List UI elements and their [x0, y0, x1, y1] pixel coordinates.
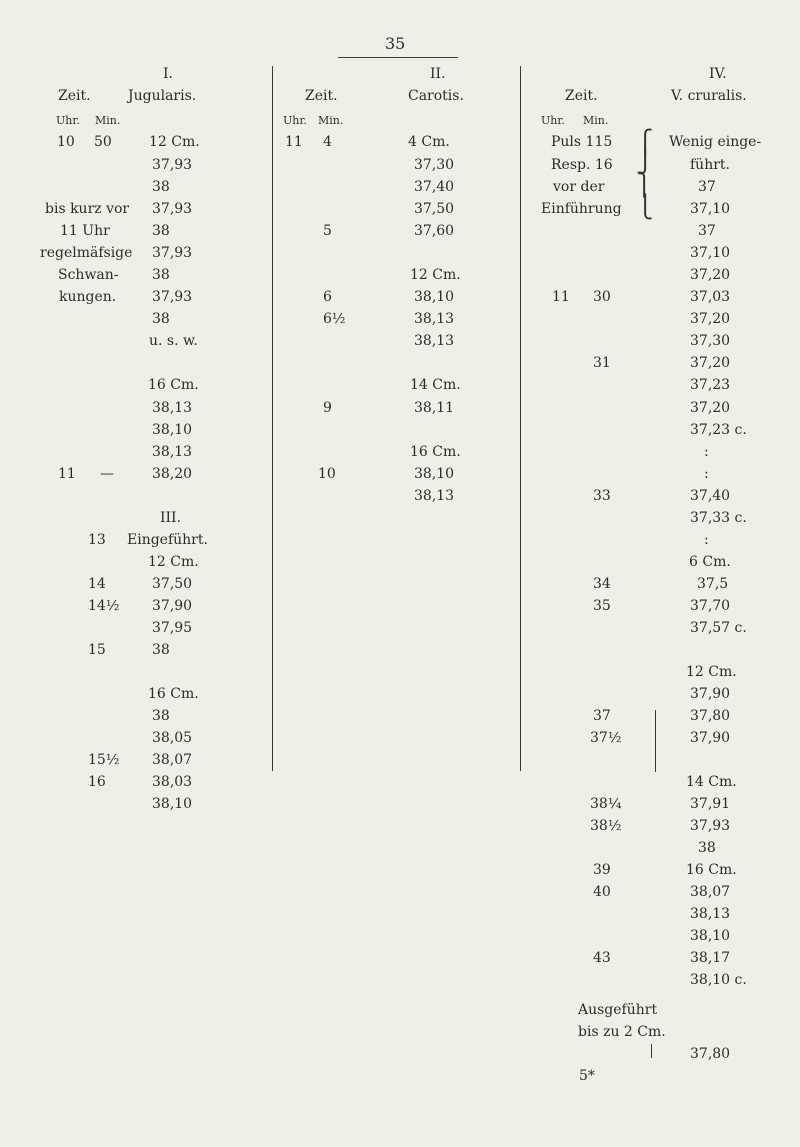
- c2-value: 37,40: [414, 179, 455, 195]
- c1-time-min: —: [100, 466, 114, 482]
- c2-value: 37,50: [414, 201, 455, 217]
- c3-final-note: bis zu 2 Cm.: [578, 1024, 666, 1040]
- c3-time-min: 30: [593, 289, 611, 305]
- c1-value: 38,10: [152, 422, 193, 438]
- c3-time: 39: [593, 862, 611, 878]
- c1-time: 15½: [88, 752, 120, 768]
- c3-note: Puls 115: [551, 134, 613, 150]
- c1-time: 15: [88, 642, 106, 658]
- c2-value: 12 Cm.: [410, 267, 461, 283]
- c3-time: 38¼: [590, 796, 622, 812]
- c3-value: 37: [698, 223, 716, 239]
- c3-value: 37,90: [690, 686, 731, 702]
- c3-value: 37,20: [690, 400, 731, 416]
- c1-value: 16 Cm.: [148, 686, 199, 702]
- c1-value: 38,13: [152, 400, 193, 416]
- c3-time: 37: [593, 708, 611, 724]
- col1-time-header: Zeit.: [58, 88, 91, 104]
- c3-value: 37,91: [690, 796, 731, 812]
- c2-value: 38,13: [414, 333, 455, 349]
- c3-value: 37,33 c.: [690, 510, 747, 526]
- c1-time-note: kungen.: [59, 289, 117, 305]
- c1-time-hour: 11: [58, 466, 76, 482]
- c2-value: 16 Cm.: [410, 444, 461, 460]
- c1-value: 37,93: [152, 289, 193, 305]
- c3-value: 37,20: [690, 267, 731, 283]
- c3-value: 38,10 c.: [690, 972, 747, 988]
- c1-value: 38,07: [152, 752, 193, 768]
- c2-value: 38,11: [414, 400, 455, 416]
- c2-time: 6½: [323, 311, 346, 327]
- col3-title: V. cruralis.: [671, 88, 747, 104]
- col3-uhr: Uhr.: [541, 114, 565, 127]
- footer-mark: 5*: [579, 1068, 595, 1084]
- c3-value: 37,23 c.: [690, 422, 747, 438]
- c3-time: 40: [593, 884, 611, 900]
- c3-time: 38½: [590, 818, 622, 834]
- c3-value: 37,93: [690, 818, 731, 834]
- brace-bottom: ⎩: [637, 195, 654, 220]
- c3-value: 37,20: [690, 311, 731, 327]
- c3-value: 38,17: [690, 950, 731, 966]
- c3-value: 37,03: [690, 289, 731, 305]
- c3-value: 37,70: [690, 598, 731, 614]
- c2-time: 10: [318, 466, 336, 482]
- c3-value: 38: [698, 840, 716, 856]
- c1-time-hour: 10: [57, 134, 75, 150]
- c1-time: 13: [88, 532, 106, 548]
- c3-value: :: [704, 444, 709, 460]
- c3-value: 14 Cm.: [686, 774, 737, 790]
- c2-value: 14 Cm.: [410, 377, 461, 393]
- c2-time-hour: 11: [285, 134, 303, 150]
- c1-value: 38: [152, 267, 170, 283]
- c3-value: 37,80: [690, 708, 731, 724]
- c1-value: III.: [160, 510, 182, 526]
- c3-value: 37,10: [690, 201, 731, 217]
- c3-value: 37,30: [690, 333, 731, 349]
- c1-time-note: Schwan-: [58, 267, 119, 283]
- c1-value: 38,05: [152, 730, 193, 746]
- c3-value: 16 Cm.: [686, 862, 737, 878]
- c3-time: 37½: [590, 730, 622, 746]
- c3-time: 31: [593, 355, 611, 371]
- c3-note: Einführung: [541, 201, 622, 217]
- c2-value: 38,10: [414, 466, 455, 482]
- c3-note: vor der: [553, 179, 605, 195]
- column-rule-3: [655, 710, 656, 772]
- col2-title: Carotis.: [408, 88, 464, 104]
- c1-value: 12 Cm.: [148, 554, 199, 570]
- c1-value: 38: [152, 708, 170, 724]
- c1-value: 37,50: [152, 576, 193, 592]
- c3-time: 35: [593, 598, 611, 614]
- c1-value: 12 Cm.: [149, 134, 200, 150]
- final-rule: [651, 1044, 652, 1058]
- c3-value: 37,20: [690, 355, 731, 371]
- c3-time: 43: [593, 950, 611, 966]
- c3-value: 38,10: [690, 928, 731, 944]
- c3-value: 12 Cm.: [686, 664, 737, 680]
- col3-min: Min.: [583, 114, 609, 127]
- c3-time: 34: [593, 576, 611, 592]
- col2-uhr: Uhr.: [283, 114, 307, 127]
- c3-time-hour: 11: [552, 289, 570, 305]
- c1-value: Eingeführt.: [127, 532, 208, 548]
- c2-time: 9: [323, 400, 332, 416]
- c3-value: 37,57 c.: [690, 620, 747, 636]
- c3-value: 37,90: [690, 730, 731, 746]
- c2-value: 4 Cm.: [408, 134, 450, 150]
- col1-title: Jugularis.: [128, 88, 197, 104]
- c3-final-note: Ausgeführt: [578, 1002, 658, 1018]
- c3-value: führt.: [690, 157, 730, 173]
- col2-label: II.: [430, 66, 446, 82]
- column-rule-1: [272, 66, 273, 771]
- page-number: 35: [385, 34, 406, 53]
- c3-value: 6 Cm.: [689, 554, 731, 570]
- c3-value: 38,13: [690, 906, 731, 922]
- c1-value: 38: [152, 311, 170, 327]
- c1-value: 38: [152, 642, 170, 658]
- c1-time-note: 11 Uhr: [60, 223, 110, 239]
- c1-time: 16: [88, 774, 106, 790]
- c1-time: 14: [88, 576, 106, 592]
- c3-value: 37: [698, 179, 716, 195]
- c2-value: 37,30: [414, 157, 455, 173]
- brace-top: ⎧: [637, 130, 654, 155]
- c2-value: 38,10: [414, 289, 455, 305]
- c1-value: 38,03: [152, 774, 193, 790]
- col3-label: IV.: [709, 66, 727, 82]
- c3-value: Wenig einge-: [669, 134, 762, 150]
- c1-value: 38,10: [152, 796, 193, 812]
- c3-value: 37,10: [690, 245, 731, 261]
- c2-time-min: 4: [323, 134, 332, 150]
- c3-value: :: [704, 466, 709, 482]
- page-number-rule: [338, 57, 458, 58]
- col3-time-header: Zeit.: [565, 88, 598, 104]
- c2-value: 38,13: [414, 311, 455, 327]
- brace-upper: ⎭: [637, 150, 654, 175]
- c3-time: 33: [593, 488, 611, 504]
- c1-value: 37,93: [152, 201, 193, 217]
- c1-time: 14½: [88, 598, 120, 614]
- c2-value: 38,13: [414, 488, 455, 504]
- c3-value: 38,07: [690, 884, 731, 900]
- c1-time-note: bis kurz vor: [45, 201, 130, 217]
- c1-value: 37,90: [152, 598, 193, 614]
- col2-min: Min.: [318, 114, 344, 127]
- c1-value: 38: [152, 223, 170, 239]
- col1-min: Min.: [95, 114, 121, 127]
- c1-time-min: 50: [94, 134, 112, 150]
- c2-time: 5: [323, 223, 332, 239]
- c1-time-note: regelmäfsige: [40, 245, 133, 261]
- col1-uhr: Uhr.: [56, 114, 80, 127]
- c3-value: :: [704, 532, 709, 548]
- column-rule-2: [520, 66, 521, 771]
- c1-value: 37,95: [152, 620, 193, 636]
- c3-value: 37,5: [697, 576, 729, 592]
- c3-note: Resp. 16: [551, 157, 613, 173]
- c3-value: 37,40: [690, 488, 731, 504]
- col1-label: I.: [163, 66, 173, 82]
- brace-lower: ⎫: [636, 173, 653, 198]
- c1-value: 37,93: [152, 245, 193, 261]
- c1-value: u. s. w.: [149, 333, 198, 349]
- c1-value: 38,20: [152, 466, 193, 482]
- c1-value: 38,13: [152, 444, 193, 460]
- c3-value: 37,23: [690, 377, 731, 393]
- c1-value: 37,93: [152, 157, 193, 173]
- c1-value: 38: [152, 179, 170, 195]
- c3-final-value: 37,80: [690, 1046, 731, 1062]
- c1-value: 16 Cm.: [148, 377, 199, 393]
- c2-value: 37,60: [414, 223, 455, 239]
- col2-time-header: Zeit.: [305, 88, 338, 104]
- c2-time: 6: [323, 289, 332, 305]
